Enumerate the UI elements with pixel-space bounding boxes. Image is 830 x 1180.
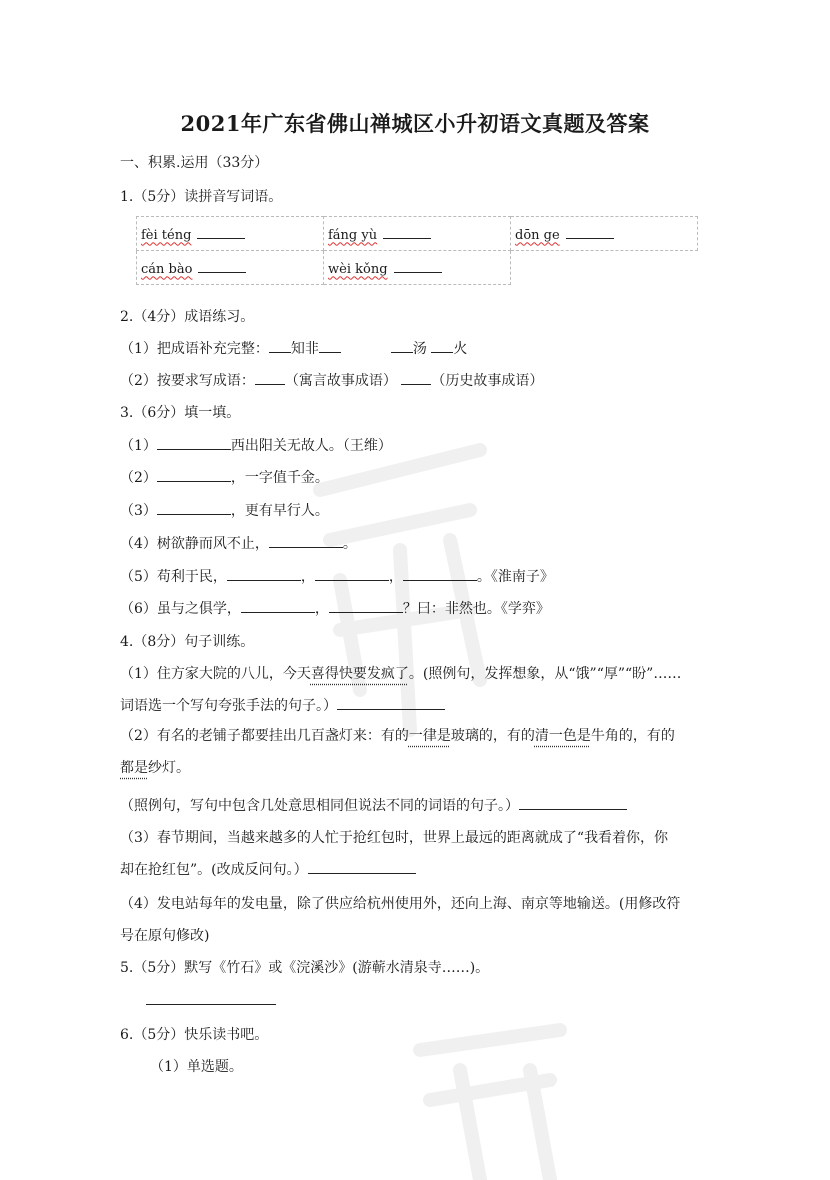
q4-sentence-4: （4）发电站每年的发电量，除了供应给杭州使用外，还向上海、南京等地输送。(用修改符: [120, 896, 681, 912]
q4-sentence-2-instruction: （照例句，写句中包含几处意思相同但说法不同的词语的句子。）: [120, 795, 627, 815]
q3-line-2: （2） ，一字值千金。: [120, 467, 329, 487]
q3-line-5: （5）苟利于民， ， ， 。《淮南子》: [120, 566, 554, 586]
pinyin-cell: dōn ge: [511, 217, 698, 251]
answer-blank[interactable]: [319, 338, 341, 353]
answer-blank[interactable]: [157, 435, 231, 450]
pinyin-cell: cán bào: [137, 251, 324, 285]
document-title: 2021年广东省佛山禅城区小升初语文真题及答案: [180, 111, 650, 136]
question-3-stem: 3.（6分）填一填。: [120, 405, 241, 421]
answer-blank[interactable]: [269, 533, 343, 548]
answer-blank[interactable]: [308, 859, 416, 874]
q5-answer-line: [146, 990, 276, 1009]
q4-sentence-2: （2）有名的老铺子都要挂出几百盏灯来：有的一律是玻璃的，有的清一色是牛角的，有的: [120, 728, 675, 744]
q4-sentence-3-cont: 却在抢红包”。(改成反问句。）: [120, 859, 416, 879]
answer-blank[interactable]: [241, 598, 315, 613]
pinyin-cell: fèi téng: [137, 217, 324, 251]
q4-sentence-1-cont: 词语选一个写句夸张手法的句子。）: [120, 695, 445, 715]
q3-line-3: （3） ，更有早行人。: [120, 500, 329, 520]
question-2-stem: 2.（4分）成语练习。: [120, 309, 255, 325]
question-6-stem: 6.（5分）快乐读书吧。: [120, 1027, 269, 1043]
answer-blank[interactable]: [394, 259, 442, 273]
pinyin-cell: fáng yù: [324, 217, 511, 251]
q4-sentence-2-cont: 都是纱灯。: [120, 760, 190, 776]
answer-blank[interactable]: [157, 467, 231, 482]
q6-subquestion: （1）单选题。: [150, 1059, 243, 1075]
pinyin-table: [136, 216, 698, 285]
q3-line-6: （6）虽与之俱学， ， ？曰：非然也。《学弈》: [120, 598, 550, 618]
question-4-stem: 4.（8分）句子训练。: [120, 634, 255, 650]
question-1-stem: 1.（5分）读拼音写词语。: [120, 189, 283, 205]
section-heading: 一、积累.运用（33分）: [120, 155, 269, 171]
q4-sentence-1: （1）住方家大院的八儿，今天喜得快要发疯了。(照例句，发挥想象，从“饿”“厚”“盼”……: [120, 666, 682, 682]
answer-blank[interactable]: [269, 338, 291, 353]
answer-blank[interactable]: [431, 338, 453, 353]
answer-blank[interactable]: [403, 566, 477, 581]
answer-blank[interactable]: [566, 225, 614, 239]
answer-blank[interactable]: [383, 225, 431, 239]
answer-blank[interactable]: [197, 225, 245, 239]
q2-part2: （2）按要求写成语： （寓言故事成语） （历史故事成语）: [120, 370, 543, 390]
pinyin-cell: wèi kǒng: [324, 251, 511, 285]
answer-blank[interactable]: [329, 598, 403, 613]
answer-blank[interactable]: [146, 990, 276, 1005]
answer-blank[interactable]: [255, 370, 285, 385]
answer-blank[interactable]: [519, 795, 627, 810]
q4-sentence-4-cont: 号在原句修改): [120, 928, 210, 944]
answer-blank[interactable]: [391, 338, 413, 353]
q2-part1: （1）把成语补充完整： 知非 汤 火: [120, 338, 467, 358]
q3-line-1: （1） 西出阳关无故人。（王维）: [120, 435, 392, 455]
answer-blank[interactable]: [401, 370, 431, 385]
answer-blank[interactable]: [337, 695, 445, 710]
answer-blank[interactable]: [315, 566, 389, 581]
answer-blank[interactable]: [198, 259, 246, 273]
answer-blank[interactable]: [157, 500, 231, 515]
q4-sentence-3: （3）春节期间，当越来越多的人忙于抢红包时，世界上最远的距离就成了“我看着你，你: [120, 830, 669, 846]
watermark-graphic-bottom: [400, 1010, 580, 1180]
q3-line-4: （4）树欲静而风不止， 。: [120, 533, 357, 553]
answer-blank[interactable]: [227, 566, 301, 581]
question-5-stem: 5.（5分）默写《竹石》或《浣溪沙》(游蕲水清泉寺……)。: [120, 960, 490, 976]
